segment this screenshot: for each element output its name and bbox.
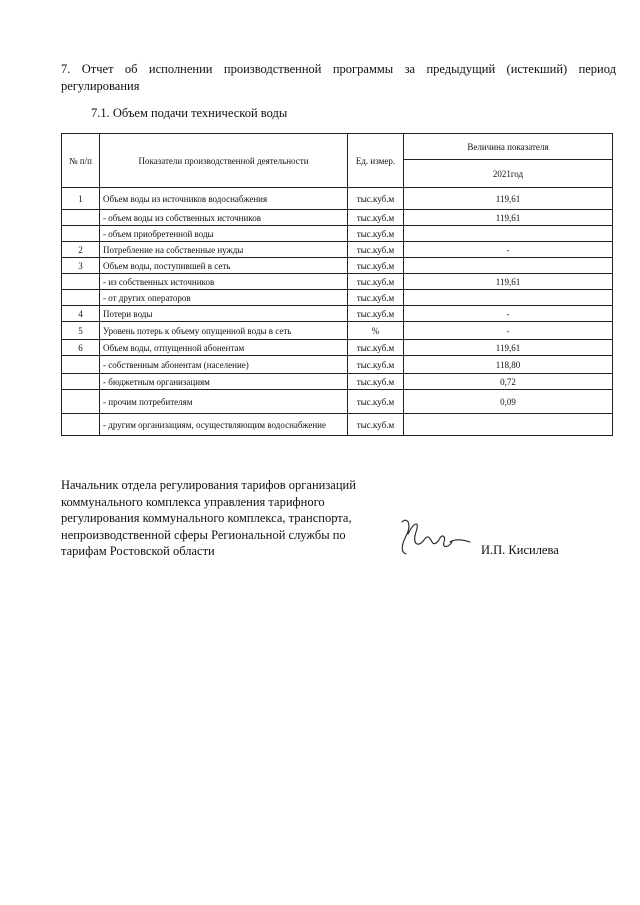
row-number	[62, 356, 100, 374]
table-row	[62, 226, 613, 242]
row-indicator: - объем воды из собственных источников	[100, 210, 348, 226]
row-indicator: Объем воды из источников водоснабжения	[100, 188, 348, 210]
table-row	[62, 356, 613, 374]
row-number	[62, 414, 100, 436]
row-number	[62, 390, 100, 414]
row-value: 119,61	[404, 340, 613, 356]
row-unit: тыс.куб.м	[348, 210, 404, 226]
row-unit: тыс.куб.м	[348, 390, 404, 414]
row-unit: тыс.куб.м	[348, 290, 404, 306]
table-row	[62, 274, 613, 290]
header-year: 2021год	[404, 160, 613, 188]
row-unit: тыс.куб.м	[348, 306, 404, 322]
row-value	[404, 226, 613, 242]
row-number: 6	[62, 340, 100, 356]
row-indicator: Потери воды	[100, 306, 348, 322]
handwritten-signature	[394, 512, 474, 562]
row-indicator: - объем приобретенной воды	[100, 226, 348, 242]
row-value	[404, 258, 613, 274]
row-unit: тыс.куб.м	[348, 274, 404, 290]
table-row	[62, 374, 613, 390]
table-row	[62, 242, 613, 258]
row-number	[62, 290, 100, 306]
section-heading	[61, 61, 616, 95]
row-number: 5	[62, 322, 100, 340]
row-value: -	[404, 306, 613, 322]
row-unit: тыс.куб.м	[348, 226, 404, 242]
row-indicator: - от других операторов	[100, 290, 348, 306]
row-indicator: - другим организациям, осуществляющим водоснабжение	[100, 414, 348, 436]
table-row	[62, 322, 613, 340]
header-num: № п/п	[62, 134, 100, 188]
row-unit: тыс.куб.м	[348, 340, 404, 356]
table-row	[62, 210, 613, 226]
row-number: 2	[62, 242, 100, 258]
row-value: 119,61	[404, 188, 613, 210]
row-indicator: - бюджетным организациям	[100, 374, 348, 390]
table-row	[62, 390, 613, 414]
signatory-title-line1: Начальник отдела регулирования тарифов организаций	[61, 478, 356, 492]
row-indicator: - собственным абонентам (население)	[100, 356, 348, 374]
signatory-title-line2: коммунального комплекса управления тарифного	[61, 494, 325, 509]
row-unit: тыс.куб.м	[348, 414, 404, 436]
row-number	[62, 374, 100, 390]
row-unit: тыс.куб.м	[348, 374, 404, 390]
row-indicator: - из собственных источников	[100, 274, 348, 290]
table-row	[62, 340, 613, 356]
signatory-title-line4: непроизводственной сферы Региональной службы по	[61, 527, 346, 542]
table-row	[62, 306, 613, 322]
row-value	[404, 290, 613, 306]
row-value: 0,09	[404, 390, 613, 414]
row-unit: %	[348, 322, 404, 340]
row-number	[62, 210, 100, 226]
section-heading-line1: 7. Отчет об исполнении производственной программы за предыдущий (истекший) период	[61, 62, 616, 76]
header-value-group: Величина показателя	[404, 134, 613, 160]
row-unit: тыс.куб.м	[348, 242, 404, 258]
row-unit: тыс.куб.м	[348, 188, 404, 210]
signatory-title-line5: тарифам Ростовской области	[61, 544, 215, 558]
row-number: 3	[62, 258, 100, 274]
row-value: 119,61	[404, 274, 613, 290]
row-indicator: Объем воды, поступившей в сеть	[100, 258, 348, 274]
table-row	[62, 258, 613, 274]
row-value: -	[404, 242, 613, 258]
row-value: -	[404, 322, 613, 340]
row-value	[404, 414, 613, 436]
signatory-title-line3: регулирования коммунального комплекса, транспорта,	[61, 511, 352, 525]
row-unit: тыс.куб.м	[348, 258, 404, 274]
report-table	[61, 133, 613, 436]
row-indicator: Уровень потерь к объему опущенной воды в сеть	[100, 322, 348, 340]
row-value: 119,61	[404, 210, 613, 226]
row-value: 118,80	[404, 356, 613, 374]
row-indicator: Объем воды, отпущенной абонентам	[100, 340, 348, 356]
header-indicator: Показатели производственной деятельности	[100, 134, 348, 188]
row-number: 4	[62, 306, 100, 322]
signatory-name: И.П. Кисилева	[481, 543, 559, 557]
subsection-heading: 7.1. Объем подачи технической воды	[91, 106, 288, 120]
signatory-title	[61, 477, 381, 560]
row-indicator: Потребление на собственные нужды	[100, 242, 348, 258]
table-row	[62, 188, 613, 210]
section-heading-line2: регулирования	[61, 79, 140, 93]
table-row	[62, 290, 613, 306]
table-row	[62, 414, 613, 436]
row-unit: тыс.куб.м	[348, 356, 404, 374]
row-number	[62, 226, 100, 242]
header-unit: Ед. измер.	[348, 134, 404, 188]
row-value: 0,72	[404, 374, 613, 390]
row-number: 1	[62, 188, 100, 210]
row-number	[62, 274, 100, 290]
row-indicator: - прочим потребителям	[100, 390, 348, 414]
